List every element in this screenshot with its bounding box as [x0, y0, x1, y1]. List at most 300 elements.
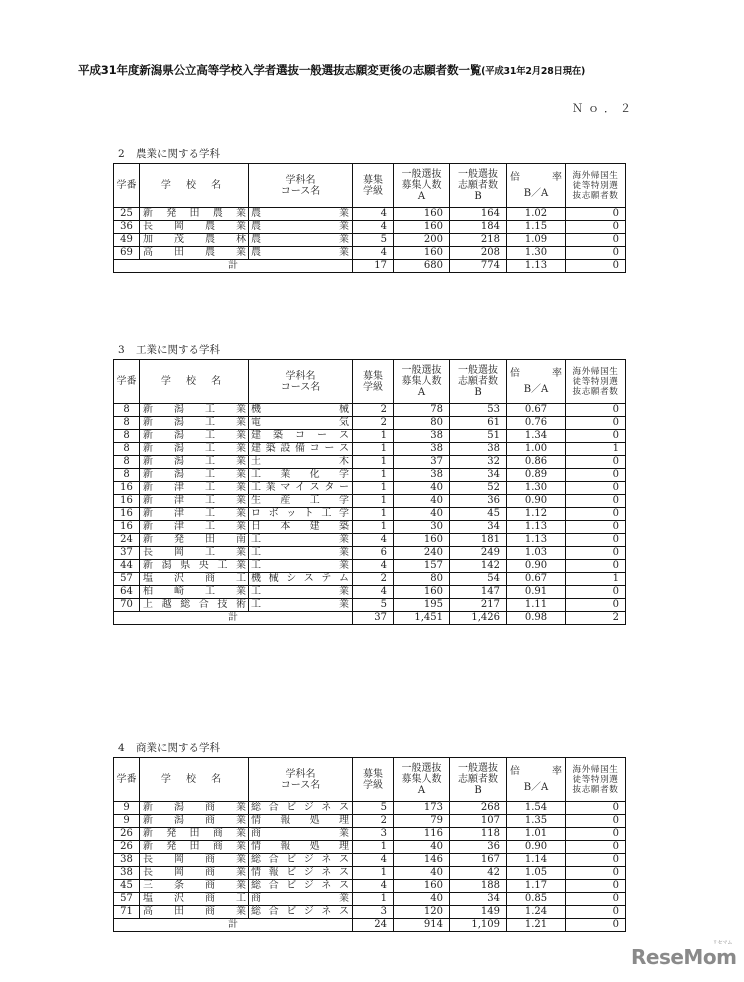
school-number: 69: [114, 247, 140, 260]
header-course: 学科名 コース名: [249, 360, 353, 404]
school-number: 70: [114, 599, 140, 612]
classes: 6: [353, 547, 394, 560]
returnee-applicants: 0: [566, 208, 626, 221]
section-title: [118, 740, 220, 755]
school-name: 柏 崎 工 業: [140, 586, 249, 599]
title-main: 平成31年度新潟県公立高等学校入学者選抜一般選抜志願変更後の志願者数一覧: [78, 63, 482, 77]
course-name: 電 気: [249, 417, 353, 430]
capacity: 160: [394, 880, 450, 893]
course-name: 総 合 ビ ジ ネ ス: [249, 906, 353, 919]
school-name: 新 潟 工 業: [140, 430, 249, 443]
applicants: 218: [450, 234, 507, 247]
ratio: 0.86: [507, 456, 566, 469]
returnee-applicants: 0: [566, 560, 626, 573]
returnee-applicants: 0: [566, 880, 626, 893]
header-ratio: 倍 率 B／A: [507, 164, 566, 208]
school-number: 64: [114, 586, 140, 599]
school-name: 長 岡 工 業: [140, 547, 249, 560]
section-number: 3: [118, 344, 125, 356]
table-row: [114, 599, 626, 612]
course-name: 工 業: [249, 586, 353, 599]
table-row: [114, 247, 626, 260]
capacity: 30: [394, 521, 450, 534]
returnee-applicants: 0: [566, 495, 626, 508]
table-row: [114, 521, 626, 534]
total-returnee: 0: [566, 260, 626, 273]
returnee-applicants: 0: [566, 508, 626, 521]
returnee-applicants: 0: [566, 854, 626, 867]
returnee-applicants: 0: [566, 430, 626, 443]
classes: 2: [353, 815, 394, 828]
course-name: ロ ボ ッ ト 工 学: [249, 508, 353, 521]
classes: 2: [353, 417, 394, 430]
ratio: 1.05: [507, 867, 566, 880]
capacity: 160: [394, 221, 450, 234]
table-row: [114, 534, 626, 547]
ratio: 0.90: [507, 495, 566, 508]
ratio: 1.30: [507, 247, 566, 260]
course-name: 商 業: [249, 828, 353, 841]
total-applicants: 1,109: [450, 919, 507, 932]
school-name: 新 潟 工 業: [140, 443, 249, 456]
school-name: 新 潟 工 業: [140, 456, 249, 469]
capacity: 80: [394, 417, 450, 430]
table-row: [114, 828, 626, 841]
course-name: 情 報 ビ ジ ネ ス: [249, 867, 353, 880]
table-row: [114, 802, 626, 815]
header-returnee: 海外帰国生 徒等特別選 抜志願者数: [566, 164, 626, 208]
ratio: 1.24: [507, 906, 566, 919]
returnee-applicants: 0: [566, 521, 626, 534]
total-ratio: 1.13: [507, 260, 566, 273]
school-name: 新 発 田 農 業: [140, 208, 249, 221]
applicants-table: [113, 359, 626, 625]
applicants: 184: [450, 221, 507, 234]
applicants: 181: [450, 534, 507, 547]
capacity: 173: [394, 802, 450, 815]
returnee-applicants: 0: [566, 417, 626, 430]
capacity: 37: [394, 456, 450, 469]
returnee-applicants: 1: [566, 573, 626, 586]
applicants-table: [113, 757, 626, 932]
classes: 1: [353, 508, 394, 521]
total-label: 計: [114, 260, 353, 273]
total-capacity: 1,451: [394, 612, 450, 625]
returnee-applicants: 0: [566, 841, 626, 854]
school-name: 新 潟 商 業: [140, 815, 249, 828]
applicants: 147: [450, 586, 507, 599]
total-classes: 37: [353, 612, 394, 625]
classes: 1: [353, 482, 394, 495]
classes: 3: [353, 828, 394, 841]
applicants: 34: [450, 521, 507, 534]
capacity: 195: [394, 599, 450, 612]
table-row: [114, 906, 626, 919]
ratio: 0.76: [507, 417, 566, 430]
classes: 4: [353, 560, 394, 573]
table-row: [114, 880, 626, 893]
header-no: 学番: [114, 360, 140, 404]
returnee-applicants: 0: [566, 815, 626, 828]
classes: 4: [353, 586, 394, 599]
ratio: 1.54: [507, 802, 566, 815]
applicants: 118: [450, 828, 507, 841]
ratio: 1.11: [507, 599, 566, 612]
total-label: 計: [114, 919, 353, 932]
total-classes: 17: [353, 260, 394, 273]
capacity: 160: [394, 247, 450, 260]
school-name: 新 発 田 南: [140, 534, 249, 547]
course-name: 農 業: [249, 234, 353, 247]
capacity: 157: [394, 560, 450, 573]
school-number: 24: [114, 534, 140, 547]
total-label: 計: [114, 612, 353, 625]
school-name: 新 発 田 商 業: [140, 828, 249, 841]
ratio: 1.34: [507, 430, 566, 443]
header-row: [114, 164, 626, 208]
returnee-applicants: 0: [566, 404, 626, 417]
capacity: 240: [394, 547, 450, 560]
course-name: 総 合 ビ ジ ネ ス: [249, 854, 353, 867]
classes: 2: [353, 573, 394, 586]
classes: 4: [353, 854, 394, 867]
capacity: 40: [394, 867, 450, 880]
returnee-applicants: 0: [566, 247, 626, 260]
table-row: [114, 573, 626, 586]
table-row: [114, 404, 626, 417]
header-classes: 募集 学級: [353, 758, 394, 802]
course-name: 農 業: [249, 247, 353, 260]
header-applicants: 一般選抜 志願者数 B: [450, 164, 507, 208]
returnee-applicants: 0: [566, 234, 626, 247]
classes: 5: [353, 802, 394, 815]
table-row: [114, 893, 626, 906]
classes: 2: [353, 404, 394, 417]
applicants: 164: [450, 208, 507, 221]
course-name: 工 業: [249, 547, 353, 560]
school-name: 新 津 工 業: [140, 521, 249, 534]
total-capacity: 914: [394, 919, 450, 932]
capacity: 160: [394, 534, 450, 547]
applicants: 149: [450, 906, 507, 919]
table-row: [114, 586, 626, 599]
school-number: 8: [114, 417, 140, 430]
course-name: 土 木: [249, 456, 353, 469]
returnee-applicants: 0: [566, 867, 626, 880]
header-course: 学科名 コース名: [249, 758, 353, 802]
applicants: 52: [450, 482, 507, 495]
school-number: 57: [114, 893, 140, 906]
applicants: 34: [450, 469, 507, 482]
header-row: [114, 758, 626, 802]
course-name: 建 築 設 備 コ ー ス: [249, 443, 353, 456]
classes: 5: [353, 234, 394, 247]
classes: 1: [353, 443, 394, 456]
applicants: 32: [450, 456, 507, 469]
school-number: 16: [114, 508, 140, 521]
school-number: 9: [114, 802, 140, 815]
section-label: 工業に関する学科: [136, 344, 220, 356]
classes: 3: [353, 906, 394, 919]
school-name: 長 岡 商 業: [140, 867, 249, 880]
header-school: 学 校 名: [140, 360, 249, 404]
applicants: 34: [450, 893, 507, 906]
ratio: 0.91: [507, 586, 566, 599]
course-name: 総 合 ビ ジ ネ ス: [249, 880, 353, 893]
applicants: 249: [450, 547, 507, 560]
header-no: 学番: [114, 164, 140, 208]
header-classes: 募集 学級: [353, 360, 394, 404]
table-row: [114, 443, 626, 456]
course-name: 工 業: [249, 534, 353, 547]
table-row: [114, 482, 626, 495]
applicants: 268: [450, 802, 507, 815]
ratio: 0.85: [507, 893, 566, 906]
ratio: 0.90: [507, 841, 566, 854]
classes: 4: [353, 221, 394, 234]
course-name: 建 築 コ ー ス: [249, 430, 353, 443]
table-row: [114, 854, 626, 867]
ratio: 1.02: [507, 208, 566, 221]
school-name: 加 茂 農 林: [140, 234, 249, 247]
total-ratio: 0.98: [507, 612, 566, 625]
course-name: 工 業: [249, 599, 353, 612]
classes: 1: [353, 469, 394, 482]
resemom-logo: ReseMom リセマム: [631, 940, 737, 969]
total-classes: 24: [353, 919, 394, 932]
classes: 1: [353, 521, 394, 534]
table-row: [114, 547, 626, 560]
course-name: 総 合 ビ ジ ネ ス: [249, 802, 353, 815]
course-name: 工 業 マ イ ス タ ー: [249, 482, 353, 495]
course-name: 農 業: [249, 221, 353, 234]
school-number: 37: [114, 547, 140, 560]
school-number: 44: [114, 560, 140, 573]
school-number: 25: [114, 208, 140, 221]
capacity: 78: [394, 404, 450, 417]
section-number: 2: [118, 148, 125, 160]
section-label: 商業に関する学科: [136, 742, 220, 754]
capacity: 38: [394, 469, 450, 482]
ratio: 1.17: [507, 880, 566, 893]
school-number: 45: [114, 880, 140, 893]
school-name: 塩 沢 商 工: [140, 573, 249, 586]
table-row: [114, 560, 626, 573]
school-name: 高 田 農 業: [140, 247, 249, 260]
table-row: [114, 841, 626, 854]
header-no: 学番: [114, 758, 140, 802]
page-number: Ｎｏ．２: [572, 102, 636, 115]
ratio: 1.13: [507, 521, 566, 534]
applicants: 107: [450, 815, 507, 828]
school-name: 高 田 商 業: [140, 906, 249, 919]
school-number: 38: [114, 854, 140, 867]
ratio: 0.67: [507, 573, 566, 586]
school-number: 16: [114, 495, 140, 508]
capacity: 80: [394, 573, 450, 586]
title-date-note: (平成31年2月28日現在): [481, 66, 586, 77]
total-returnee: 2: [566, 612, 626, 625]
total-row: [114, 260, 626, 273]
section-title: [118, 146, 220, 161]
capacity: 40: [394, 495, 450, 508]
ratio: 1.14: [507, 854, 566, 867]
capacity: 160: [394, 586, 450, 599]
table-row: [114, 469, 626, 482]
total-applicants: 1,426: [450, 612, 507, 625]
school-number: 71: [114, 906, 140, 919]
school-number: 9: [114, 815, 140, 828]
ratio: 1.12: [507, 508, 566, 521]
school-number: 8: [114, 456, 140, 469]
capacity: 40: [394, 841, 450, 854]
school-name: 新 潟 商 業: [140, 802, 249, 815]
ratio: 0.90: [507, 560, 566, 573]
capacity: 200: [394, 234, 450, 247]
school-number: 8: [114, 404, 140, 417]
table-row: [114, 234, 626, 247]
header-classes: 募集 学級: [353, 164, 394, 208]
capacity: 146: [394, 854, 450, 867]
course-name: 工 業: [249, 560, 353, 573]
capacity: 40: [394, 508, 450, 521]
school-number: 36: [114, 221, 140, 234]
returnee-applicants: 1: [566, 443, 626, 456]
applicants: 54: [450, 573, 507, 586]
capacity: 79: [394, 815, 450, 828]
returnee-applicants: 0: [566, 221, 626, 234]
returnee-applicants: 0: [566, 456, 626, 469]
school-number: 16: [114, 521, 140, 534]
capacity: 40: [394, 893, 450, 906]
ratio: 1.15: [507, 221, 566, 234]
applicants: 51: [450, 430, 507, 443]
applicants: 53: [450, 404, 507, 417]
school-number: 26: [114, 841, 140, 854]
header-school: 学 校 名: [140, 758, 249, 802]
header-row: [114, 360, 626, 404]
header-applicants: 一般選抜 志願者数 B: [450, 360, 507, 404]
header-capacity: 一般選抜 募集人数 A: [394, 758, 450, 802]
school-number: 8: [114, 443, 140, 456]
capacity: 38: [394, 430, 450, 443]
classes: 1: [353, 841, 394, 854]
ratio: 1.03: [507, 547, 566, 560]
classes: 4: [353, 880, 394, 893]
applicants: 45: [450, 508, 507, 521]
classes: 1: [353, 456, 394, 469]
ratio: 0.89: [507, 469, 566, 482]
returnee-applicants: 0: [566, 906, 626, 919]
school-name: 上 越 総 合 技 術: [140, 599, 249, 612]
capacity: 40: [394, 482, 450, 495]
course-name: 機 械: [249, 404, 353, 417]
ratio: 0.67: [507, 404, 566, 417]
total-applicants: 774: [450, 260, 507, 273]
school-name: 新 潟 県 央 工 業: [140, 560, 249, 573]
course-name: 工 業 化 学: [249, 469, 353, 482]
header-course: 学科名 コース名: [249, 164, 353, 208]
capacity: 120: [394, 906, 450, 919]
classes: 1: [353, 867, 394, 880]
classes: 1: [353, 893, 394, 906]
applicants: 36: [450, 495, 507, 508]
returnee-applicants: 0: [566, 802, 626, 815]
school-name: 新 潟 工 業: [140, 417, 249, 430]
applicants: 42: [450, 867, 507, 880]
total-returnee: 0: [566, 919, 626, 932]
school-name: 新 潟 工 業: [140, 469, 249, 482]
ratio: 1.13: [507, 534, 566, 547]
section-label: 農業に関する学科: [136, 148, 220, 160]
course-name: 情 報 処 理: [249, 841, 353, 854]
course-name: 日 本 建 築: [249, 521, 353, 534]
document-title: [78, 62, 718, 78]
applicants: 36: [450, 841, 507, 854]
course-name: 機 械 シ ス テ ム: [249, 573, 353, 586]
header-ratio: 倍 率 B／A: [507, 758, 566, 802]
applicants-table: [113, 163, 626, 273]
section-title: [118, 342, 220, 357]
applicants: 38: [450, 443, 507, 456]
header-school: 学 校 名: [140, 164, 249, 208]
classes: 4: [353, 208, 394, 221]
returnee-applicants: 0: [566, 586, 626, 599]
total-ratio: 1.21: [507, 919, 566, 932]
school-number: 26: [114, 828, 140, 841]
table-row: [114, 221, 626, 234]
header-ratio: 倍 率 B／A: [507, 360, 566, 404]
table-row: [114, 417, 626, 430]
classes: 1: [353, 430, 394, 443]
school-number: 8: [114, 430, 140, 443]
school-number: 8: [114, 469, 140, 482]
course-name: 情 報 処 理: [249, 815, 353, 828]
total-row: [114, 612, 626, 625]
ratio: 1.35: [507, 815, 566, 828]
returnee-applicants: 0: [566, 482, 626, 495]
classes: 1: [353, 495, 394, 508]
ratio: 1.01: [507, 828, 566, 841]
table-row: [114, 815, 626, 828]
classes: 4: [353, 247, 394, 260]
school-name: 長 岡 農 業: [140, 221, 249, 234]
header-capacity: 一般選抜 募集人数 A: [394, 164, 450, 208]
school-number: 57: [114, 573, 140, 586]
returnee-applicants: 0: [566, 599, 626, 612]
school-name: 新 潟 工 業: [140, 404, 249, 417]
ratio: 1.30: [507, 482, 566, 495]
returnee-applicants: 0: [566, 469, 626, 482]
table-row: [114, 867, 626, 880]
school-name: 新 発 田 商 業: [140, 841, 249, 854]
total-row: [114, 919, 626, 932]
classes: 4: [353, 534, 394, 547]
classes: 5: [353, 599, 394, 612]
school-number: 38: [114, 867, 140, 880]
returnee-applicants: 0: [566, 547, 626, 560]
table-row: [114, 430, 626, 443]
table-row: [114, 456, 626, 469]
header-returnee: 海外帰国生 徒等特別選 抜志願者数: [566, 360, 626, 404]
school-name: 長 岡 商 業: [140, 854, 249, 867]
returnee-applicants: 0: [566, 893, 626, 906]
applicants: 142: [450, 560, 507, 573]
applicants: 208: [450, 247, 507, 260]
applicants: 61: [450, 417, 507, 430]
course-name: 農 業: [249, 208, 353, 221]
table-row: [114, 508, 626, 521]
